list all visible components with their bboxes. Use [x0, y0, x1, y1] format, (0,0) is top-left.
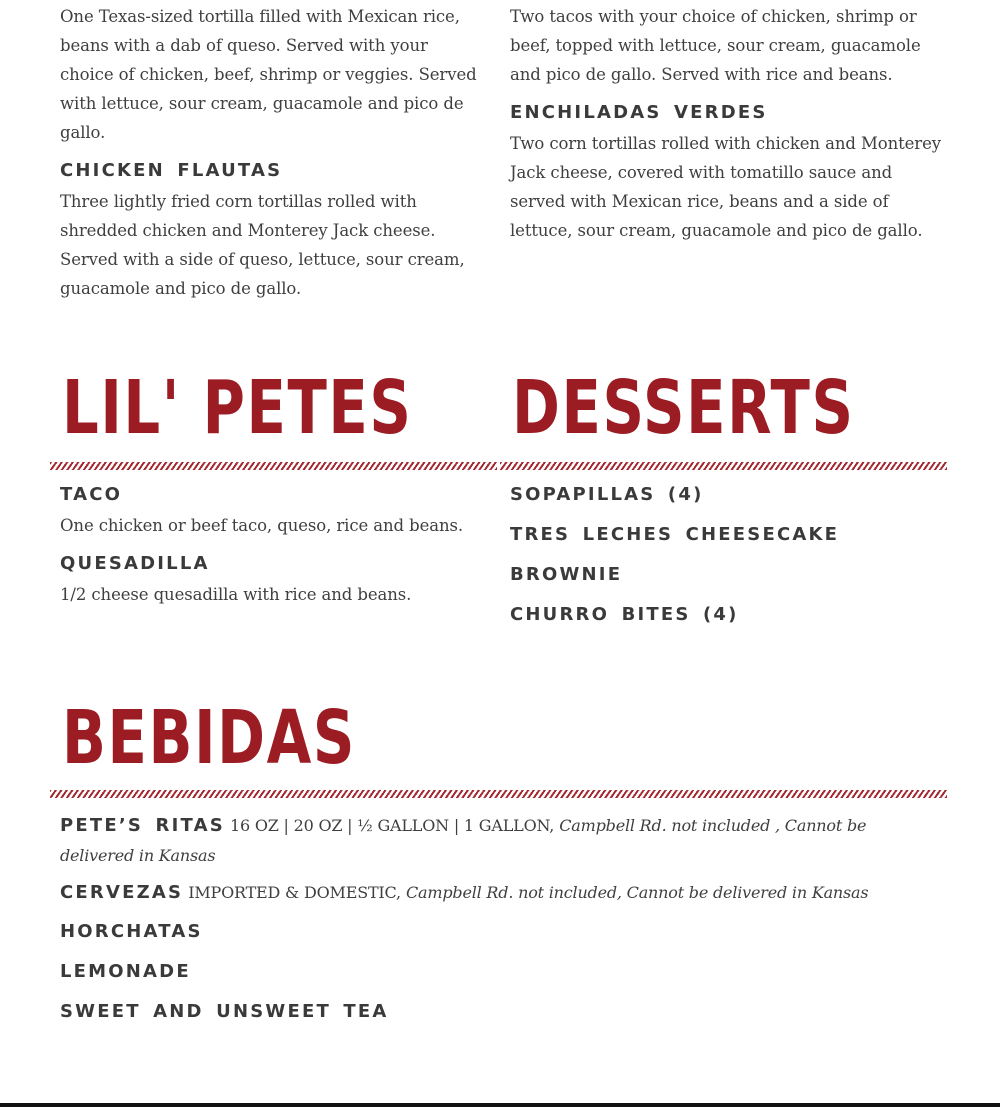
- petes-ritas-name: PETE’S RITAS: [60, 815, 225, 836]
- chicken-flautas-description: Three lightly fried corn tortillas rolled with shredded chicken and Monterey Jack cheese. Served with a side of queso, lettuce, sour cream, guacamole and pico de gallo.: [60, 192, 465, 298]
- petes-ritas-note: Campbell Rd. not included , Cannot be delivered in Kansas: [60, 816, 867, 865]
- tacos-description: Two tacos with your choice of chicken, shrimp or beef, topped with lettuce, sour cream, guacamole and pico de gallo. Served with rice and beans.: [510, 7, 921, 84]
- quesadilla-name: QUESADILLA: [60, 553, 210, 574]
- desserts-divider: [500, 462, 947, 470]
- tres-leches-cheesecake-name: TRES LECHES CHEESECAKE: [510, 524, 840, 545]
- cervezas-name: CERVEZAS: [60, 882, 184, 903]
- bebidas-divider: [50, 790, 947, 798]
- taco-description: One chicken or beef taco, queso, rice and beans.: [60, 516, 464, 535]
- lil-petes-divider: [50, 462, 497, 470]
- petes-ritas-sizes: 16 OZ | 20 OZ | ½ GALLON | 1 GALLON,: [229, 816, 555, 835]
- chicken-flautas-name: CHICKEN FLAUTAS: [60, 160, 283, 181]
- lemonade-name: LEMONADE: [60, 961, 191, 982]
- desserts-heading: DESSERTS: [512, 365, 855, 451]
- burrito-description: One Texas-sized tortilla filled with Mexican rice, beans with a dab of queso. Served with your choice of chicken, beef, shrimp or veggies. Served with lettuce, sour cream, guacamole and pico de gallo.: [60, 7, 477, 142]
- churro-bites-name: CHURRO BITES (4): [510, 604, 739, 625]
- bottom-border: [0, 1103, 1000, 1107]
- petes-ritas-row: [60, 811, 940, 871]
- cervezas-note: Campbell Rd. not included, Cannot be delivered in Kansas: [406, 883, 869, 902]
- enchiladas-verdes-name: ENCHILADAS VERDES: [510, 102, 768, 123]
- lil-petes-heading: LIL' PETES: [62, 365, 413, 451]
- cervezas-type: IMPORTED & DOMESTIC,: [188, 883, 401, 902]
- sweet-and-unsweet-tea-name: SWEET AND UNSWEET TEA: [60, 1001, 389, 1022]
- horchatas-name: HORCHATAS: [60, 921, 203, 942]
- cervezas-row: [60, 880, 940, 906]
- quesadilla-description: 1/2 cheese quesadilla with rice and beans.: [60, 585, 412, 604]
- bebidas-heading: BEBIDAS: [62, 695, 356, 781]
- brownie-name: BROWNIE: [510, 564, 623, 585]
- sopapillas-name: SOPAPILLAS (4): [510, 484, 704, 505]
- taco-name: TACO: [60, 484, 123, 505]
- enchiladas-verdes-description: Two corn tortillas rolled with chicken and Monterey Jack cheese, covered with tomatillo sauce and served with Mexican rice, beans and a side of lettuce, sour cream, guacamole and pico de gallo.: [510, 134, 941, 240]
